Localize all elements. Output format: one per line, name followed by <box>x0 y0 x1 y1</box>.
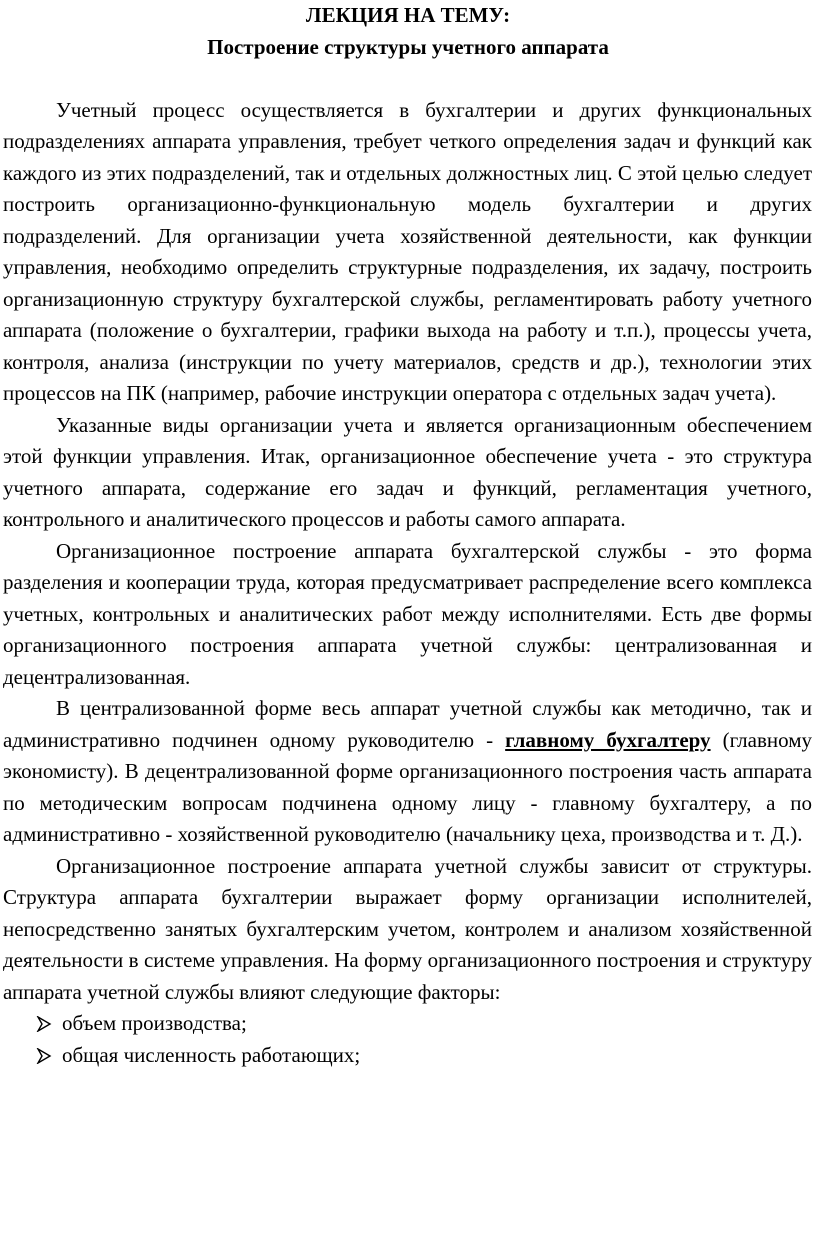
list-item <box>36 1008 816 1040</box>
list-item-text: объем производства; <box>62 1011 247 1035</box>
paragraph-4-text-end: (главному экономисту). В децентрализованной форме организационного построения часть аппарата по методическим вопросам подчинена одному лицу - главному бухгалтеру, а по административно - хозяйственной руководителю (начальнику цеха, производства и т. Д.). <box>3 727 813 846</box>
paragraph-4-text-start: В централизованной форме весь аппарат учетной службы как методично, так и административно подчинен одному руководителю - <box>3 696 812 752</box>
list-item <box>36 1040 816 1072</box>
chief-accountant-link[interactable]: главному бухгалтеру <box>505 727 711 752</box>
paragraph-3: Организационное построение аппарата бухгалтерской службы - это форма разделения и кооперации труда, которая предусматривает распределение всего комплекса учетных, контрольных и аналитических работ между исполнителями. Есть две формы организационного построения аппарата учетной службы: централизованная и децентрализованная. <box>3 538 812 689</box>
list-item-text: общая численность работающих; <box>62 1042 361 1067</box>
paragraph-4 <box>0 693 816 851</box>
factors-list <box>0 1008 816 1071</box>
lecture-heading: ЛЕКЦИЯ НА ТЕМУ: <box>305 3 511 27</box>
paragraph-2: Указанные виды организации учета и является организационным обеспечением этой функции управления. Итак, организационное обеспечение учета - это структура учетного аппарата, содержание его задач и функций, регламентация учетного, контрольного и аналитического процессов и работы самого аппарата. <box>3 412 812 531</box>
blank-line <box>0 63 816 95</box>
paragraph-1: Учетный процесс осуществляется в бухгалтерии и других функциональных подразделениях аппарата управления, требует четкого определения задач и функций как каждого из этих подразделений, так и отдельных должностных лиц. С этой целью следует построить организационно-функциональную модель бухгалтерии и других подразделений. Для организации учета хозяйственной деятельности, как функции управления, необходимо определить структурные подразделения, их задачу, построить организационную структуру бухгалтерской службы, регламентировать работу учетного аппарата (положение о бухгалтерии, графики выхода на работу и т.п.), процессы учета, контроля, анализа (инструкции по учету материалов, средств и др.), технологии этих процессов на ПК (например, рабочие инструкции оператора с отдельных задач учета). <box>3 97 812 405</box>
lecture-title: Построение структуры учетного аппарата <box>207 34 609 59</box>
paragraph-5: Организационное построение аппарата учетной службы зависит от структуры. Структура аппарата бухгалтерии выражает форму организации исполнителей, непосредственно занятых бухгалтерским учетом, контролем и анализом хозяйственной деятельности в системе управления. На форму организационного построения и структуру аппарата учетной службы влияют следующие факторы: <box>3 853 812 1004</box>
arrow-bullet-icon <box>36 1016 52 1032</box>
arrow-bullet-icon <box>36 1048 52 1064</box>
